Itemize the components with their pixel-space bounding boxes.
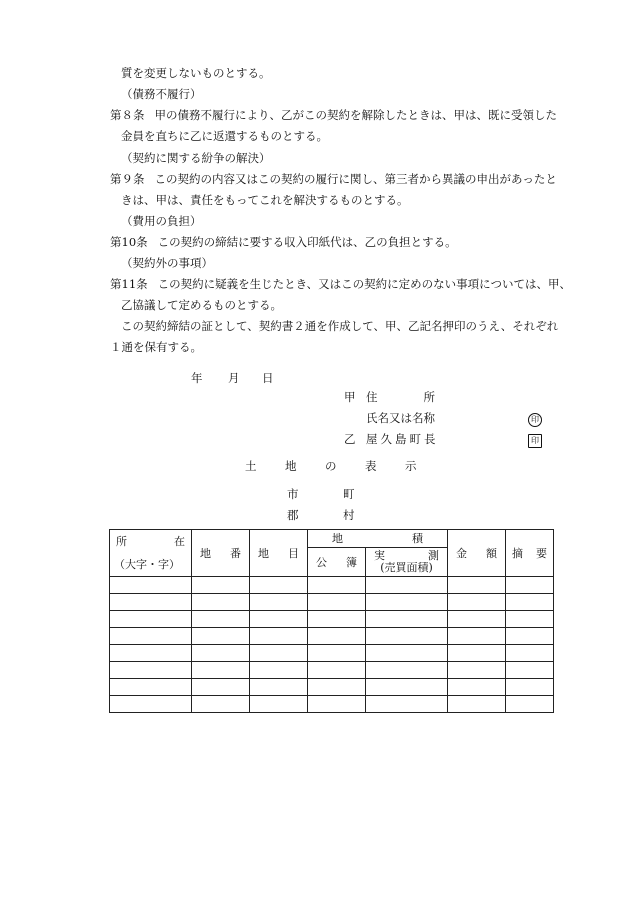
land-title-char-5: 示 xyxy=(405,459,417,473)
table-cell xyxy=(110,611,192,628)
table-cell xyxy=(250,662,308,679)
header-registry-2: 簿 xyxy=(346,555,357,569)
header-location-sub: （大字・字） xyxy=(114,558,180,571)
table-cell xyxy=(110,679,192,696)
table-cell xyxy=(250,628,308,645)
table-cell xyxy=(110,594,192,611)
land-table xyxy=(109,529,554,713)
article-9 xyxy=(110,171,557,187)
header-remarks-2: 要 xyxy=(536,546,547,560)
header-amount-2: 額 xyxy=(486,546,497,560)
heading-dispute: （契約に関する紛争の解決） xyxy=(121,151,271,165)
table-cell xyxy=(192,611,250,628)
table-row xyxy=(110,679,554,696)
table-cell xyxy=(366,696,448,713)
land-title-char-1: 土 xyxy=(245,459,257,473)
closing-statement-end: １通を保有する。 xyxy=(110,340,202,354)
table-cell xyxy=(250,679,308,696)
table-cell xyxy=(192,696,250,713)
header-remarks xyxy=(506,530,554,577)
table-cell xyxy=(192,645,250,662)
header-category-2: 目 xyxy=(288,546,299,560)
article-8-text: 甲の債務不履行により、乙がこの契約を解除したときは、甲は、既に受領した xyxy=(154,108,557,122)
heading-default: （債務不履行） xyxy=(121,87,202,101)
table-cell xyxy=(448,679,506,696)
table-cell xyxy=(308,628,366,645)
date-year: 年 xyxy=(191,371,203,385)
clause-continuation: 質を変更しないものとする。 xyxy=(121,66,271,80)
article-10-text: この契約の締結に要する収入印紙代は、乙の負担とする。 xyxy=(157,235,457,249)
header-lot-number xyxy=(192,530,250,577)
header-area xyxy=(308,530,448,548)
town-label: 町 xyxy=(343,487,355,501)
date-month: 月 xyxy=(228,371,240,385)
seal-icon: 印 xyxy=(528,413,542,427)
county-label: 郡 xyxy=(287,508,299,522)
table-cell xyxy=(110,696,192,713)
table-cell xyxy=(506,662,554,679)
table-row xyxy=(110,662,554,679)
table-cell xyxy=(308,696,366,713)
table-cell xyxy=(448,645,506,662)
table-cell xyxy=(366,662,448,679)
table-cell xyxy=(192,662,250,679)
table-cell xyxy=(250,645,308,662)
table-cell xyxy=(448,662,506,679)
table-cell xyxy=(192,628,250,645)
table-cell xyxy=(366,594,448,611)
header-remarks-1: 摘 xyxy=(512,546,523,560)
table-cell xyxy=(448,594,506,611)
header-amount-1: 金 xyxy=(456,546,467,560)
table-cell xyxy=(308,679,366,696)
table-cell xyxy=(506,645,554,662)
table-cell xyxy=(366,679,448,696)
table-cell xyxy=(366,645,448,662)
table-row xyxy=(110,645,554,662)
official-seal-icon: 印 xyxy=(528,434,542,448)
header-actual-sub: (売買面積) xyxy=(380,561,433,575)
article-8-continuation: 金員を直ちに乙に返還するものとする。 xyxy=(121,129,328,143)
heading-costs: （費用の負担） xyxy=(121,214,202,228)
table-cell xyxy=(250,611,308,628)
table-cell xyxy=(448,696,506,713)
header-area-1: 地 xyxy=(332,532,343,546)
article-9-continuation: きは、甲は、責任をもってこれを解決するものとする。 xyxy=(121,193,409,207)
party-a-seal xyxy=(528,410,542,427)
party-b-name: 屋久島町長 xyxy=(366,432,439,446)
table-row xyxy=(110,594,554,611)
table-cell xyxy=(110,577,192,594)
table-cell xyxy=(506,577,554,594)
header-location xyxy=(110,530,192,577)
table-cell xyxy=(448,611,506,628)
article-10-label: 第10条 xyxy=(110,235,148,249)
header-actual-1: 実 xyxy=(374,549,385,563)
table-cell xyxy=(506,679,554,696)
table-row xyxy=(110,696,554,713)
article-8-label: 第８条 xyxy=(110,108,145,122)
article-11-text: この契約に疑義を生じたとき、又はこの契約に定めのない事項については、甲、 xyxy=(157,277,571,291)
table-cell xyxy=(250,577,308,594)
article-11 xyxy=(110,276,571,292)
table-cell xyxy=(308,645,366,662)
table-cell xyxy=(110,628,192,645)
header-land-category xyxy=(250,530,308,577)
article-11-continuation: 乙協議して定めるものとする。 xyxy=(121,298,282,312)
table-cell xyxy=(308,594,366,611)
table-cell xyxy=(366,611,448,628)
table-cell xyxy=(192,594,250,611)
header-location-2: 在 xyxy=(174,535,185,548)
date-day: 日 xyxy=(262,371,274,385)
party-a-label: 甲 xyxy=(344,390,356,404)
header-amount xyxy=(448,530,506,577)
heading-other: （契約外の事項） xyxy=(121,256,213,270)
table-cell xyxy=(366,628,448,645)
address-label: 住 所 xyxy=(366,390,435,404)
article-8 xyxy=(110,107,557,123)
table-cell xyxy=(448,628,506,645)
table-cell xyxy=(192,679,250,696)
land-title-char-4: 表 xyxy=(365,459,377,473)
village-label: 村 xyxy=(343,508,355,522)
land-title-char-3: の xyxy=(325,459,337,473)
article-10 xyxy=(110,234,457,250)
header-category-1: 地 xyxy=(258,546,269,560)
table-cell xyxy=(366,577,448,594)
header-actual-2: 測 xyxy=(428,549,439,563)
table-cell xyxy=(250,594,308,611)
land-title-char-2: 地 xyxy=(285,459,297,473)
table-cell xyxy=(308,611,366,628)
article-9-label: 第９条 xyxy=(110,172,145,186)
header-location-1: 所 xyxy=(116,535,127,548)
table-cell xyxy=(110,645,192,662)
table-cell xyxy=(308,662,366,679)
party-b-seal xyxy=(528,431,542,448)
header-actual-survey xyxy=(366,548,448,577)
table-cell xyxy=(250,696,308,713)
city-label: 市 xyxy=(287,487,299,501)
party-b-label: 乙 xyxy=(344,432,356,446)
header-area-2: 積 xyxy=(412,532,423,546)
table-cell xyxy=(506,594,554,611)
table-cell xyxy=(506,611,554,628)
table-row xyxy=(110,577,554,594)
table-cell xyxy=(506,628,554,645)
table-row xyxy=(110,628,554,645)
table-cell xyxy=(506,696,554,713)
table-cell xyxy=(110,662,192,679)
closing-statement: この契約締結の証として、契約書２通を作成して、甲、乙記名押印のうえ、それぞれ xyxy=(121,319,559,333)
table-cell xyxy=(192,577,250,594)
table-cell xyxy=(448,577,506,594)
header-lot-1: 地 xyxy=(200,546,211,560)
header-registry xyxy=(308,548,366,577)
table-row xyxy=(110,611,554,628)
article-9-text: この契約の内容又はこの契約の履行に関し、第三者から異議の申出があったと xyxy=(154,172,557,186)
header-registry-1: 公 xyxy=(316,555,327,569)
article-11-label: 第11条 xyxy=(110,277,148,291)
name-label: 氏名又は名称 xyxy=(366,411,435,425)
header-lot-2: 番 xyxy=(230,546,241,560)
table-cell xyxy=(308,577,366,594)
